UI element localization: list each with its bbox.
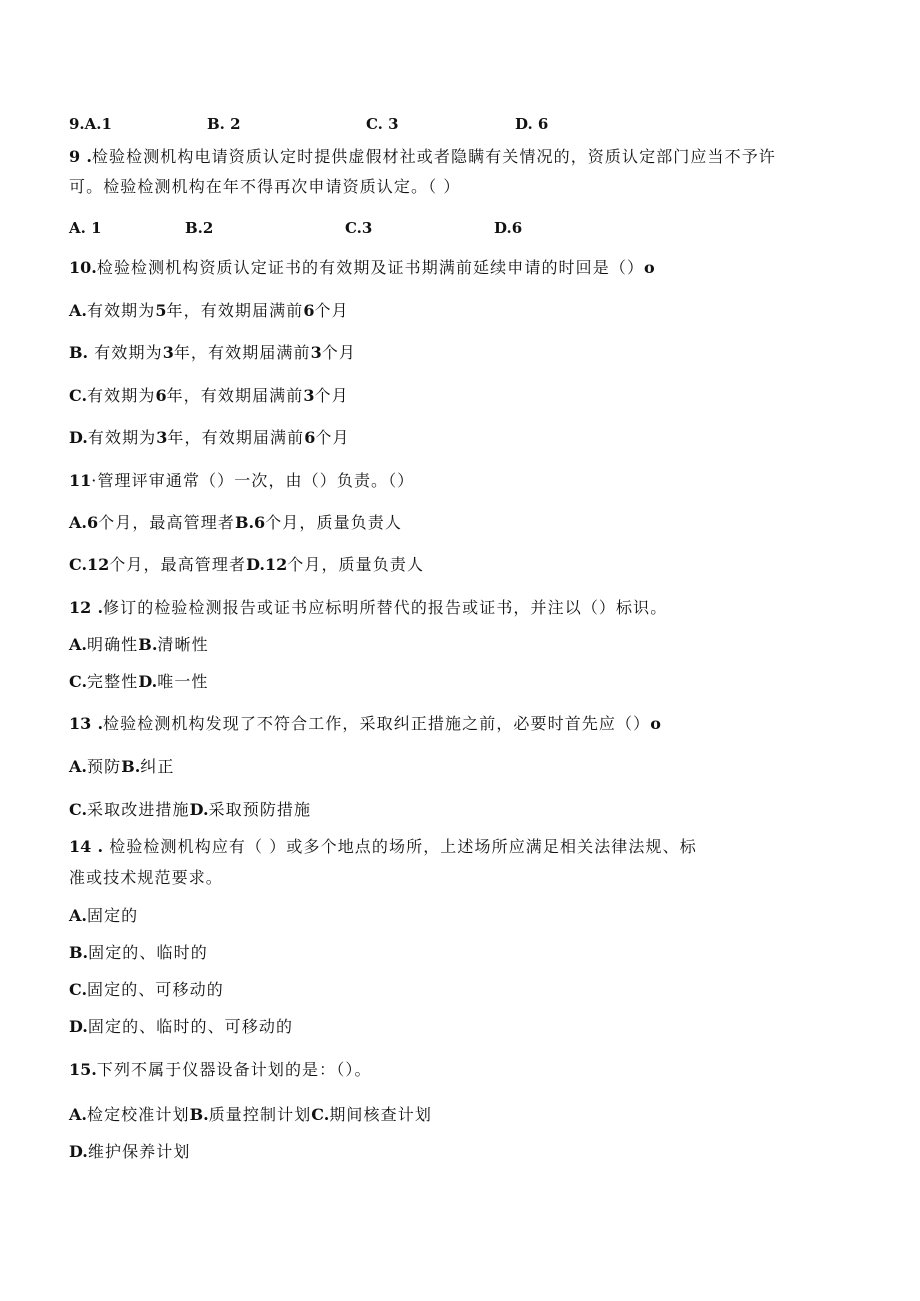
question-14-stem-line-1: 14 . 检验检测机构应有（ ）或多个地点的场所，上述场所应满足相关法律法规、标 [69, 837, 697, 856]
question-9-stem-line-2: 可。检验检测机构在年不得再次申请资质认定。（ ） [69, 177, 461, 196]
question-11-options-cd: C.12个月，最高管理者D.12个月，质量负责人 [69, 555, 425, 574]
question-10-option-b: B. 有效期为3年，有效期届满前3个月 [69, 343, 356, 362]
question-15-stem: 15.下列不属于仪器设备计划的是：（）。 [69, 1060, 372, 1079]
question-14-stem-line-2: 准或技术规范要求。 [69, 868, 223, 887]
question-9-stem-line-1: 9 .检验检测机构电请资质认定时提供虚假材社或者隐瞒有关情况的，资质认定部门应当不予许 [69, 147, 776, 166]
question-13-options-ab: A.预防B.纠正 [69, 757, 175, 776]
question-11-options-ab: A.6个月，最高管理者B.6个月，质量负责人 [69, 513, 402, 532]
question-15-options-abc: A.检定校准计划B.质量控制计划C.期间核查计划 [69, 1105, 432, 1124]
question-10-stem: 10.检验检测机构资质认定证书的有效期及证书期满前延续申请的时回是（）o [69, 258, 655, 277]
question-12-options-cd: C.完整性D.唯一性 [69, 672, 209, 691]
option-c: C. 3 [366, 115, 399, 133]
question-13-stem: 13 .检验检测机构发现了不符合工作，采取纠正措施之前，必要时首先应（）o [69, 714, 661, 733]
question-15-option-d: D.维护保养计划 [69, 1142, 191, 1161]
question-14-option-a: A.固定的 [69, 906, 139, 925]
option-a: A. 1 [69, 219, 102, 237]
option-d: D.6 [494, 219, 523, 237]
question-11-stem: 11·管理评审通常（）一次，由（）负责。（） [69, 471, 415, 490]
question-10-option-c: C.有效期为6年，有效期届满前3个月 [69, 386, 349, 405]
question-12-stem: 12 .修订的检验检测报告或证书应标明所替代的报告或证书，并注以（）标识。 [69, 598, 668, 617]
option-b: B.2 [185, 219, 214, 237]
option-d: D. 6 [515, 115, 549, 133]
question-12-options-ab: A.明确性B.清晰性 [69, 635, 209, 654]
option-b: B. 2 [207, 115, 241, 133]
question-14-option-d: D.固定的、临时的、可移动的 [69, 1017, 294, 1036]
question-14-option-b: B.固定的、临时的 [69, 943, 208, 962]
question-13-options-cd: C.采取改进措施D.采取预防措施 [69, 800, 312, 819]
question-10-option-d: D.有效期为3年，有效期届满前6个月 [69, 428, 350, 447]
question-10-option-a: A.有效期为5年，有效期届满前6个月 [69, 301, 349, 320]
question-14-option-c: C.固定的、可移动的 [69, 980, 224, 999]
option-a: 9.A.1 [69, 115, 112, 133]
option-c: C.3 [345, 219, 373, 237]
